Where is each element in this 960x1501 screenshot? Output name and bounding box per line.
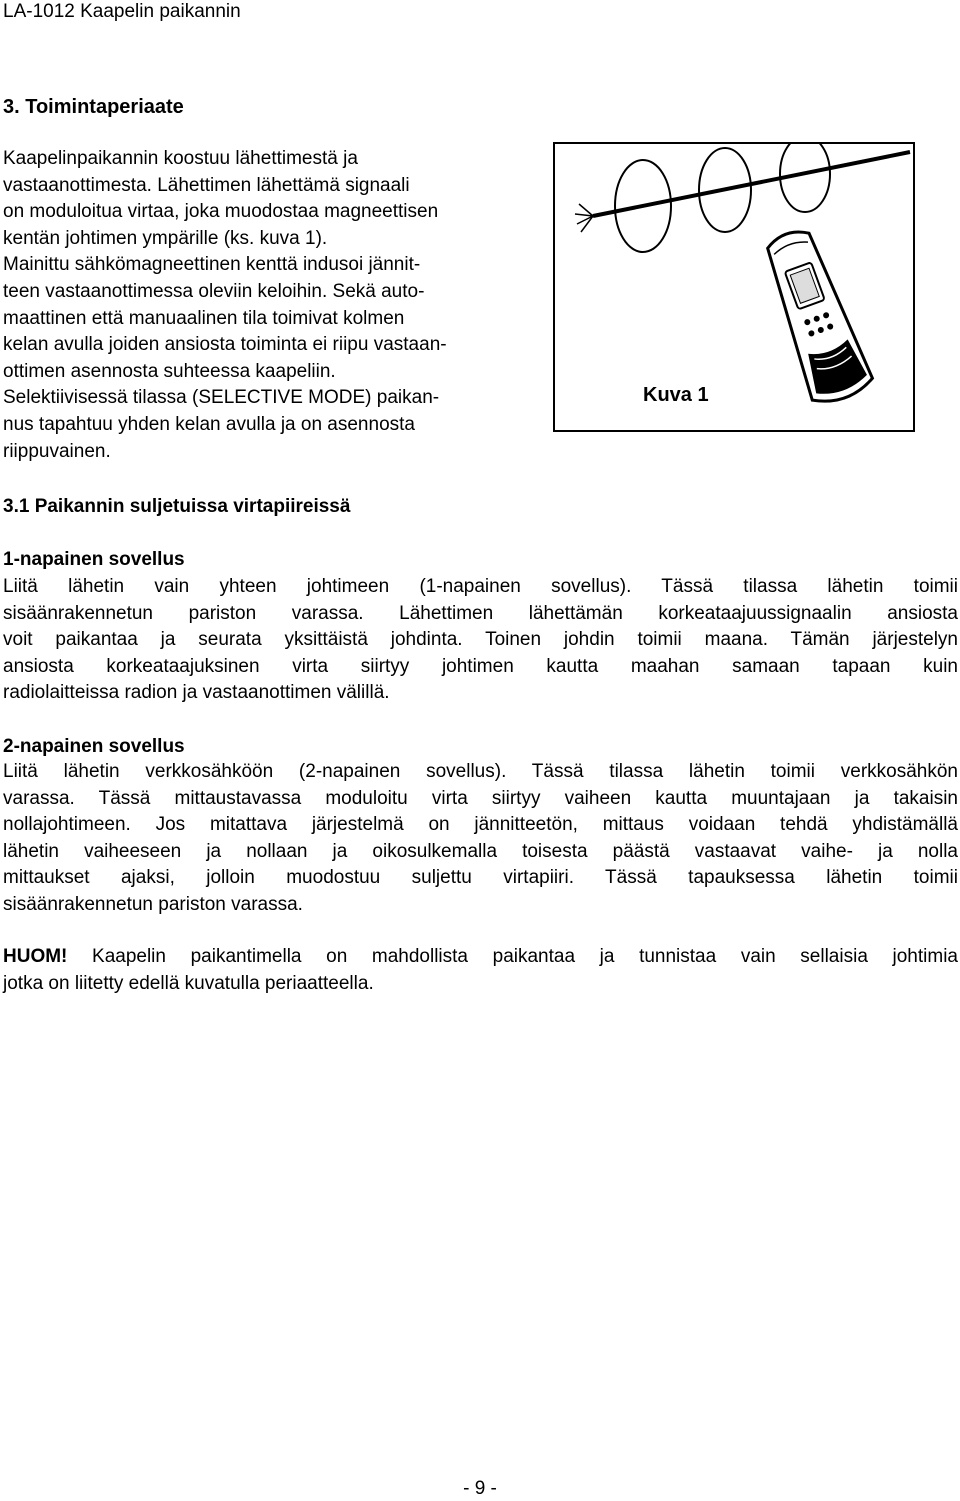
paragraph-line: ansiosta korkeataajuksinen virta siirtyy johtimen kautta maahan samaan tapaan kuin [3, 655, 958, 677]
intro-line: Mainittu sähkömagneettinen kenttä indusoi jännit- [3, 254, 421, 276]
note-text: Kaapelin paikantimella on mahdollista paikantaa ja tunnistaa vain sellaisia johtimia [67, 946, 958, 967]
double-pole-paragraph [3, 759, 958, 918]
intro-paragraph [3, 146, 538, 465]
cable-locator-illustration [555, 144, 913, 430]
note-line [3, 944, 958, 971]
wire-ends [575, 204, 593, 232]
intro-line: kentän johtimen ympärille (ks. kuva 1). [3, 227, 328, 249]
intro-line: on moduloitua virtaa, joka muodostaa magneettisen [3, 201, 439, 223]
figure-caption: Kuva 1 [643, 384, 709, 406]
page-number: - 9 - [463, 1478, 497, 1499]
figure-1 [553, 142, 915, 432]
subsection-title: 3.1 Paikannin suljetuissa virtapiireissä [3, 496, 351, 517]
running-header: LA-1012 Kaapelin paikannin [3, 1, 241, 22]
intro-line: vastaanottimesta. Lähettimen lähettämä signaali [3, 174, 410, 196]
paragraph-line: nollajohtimeen. Jos mitattava järjestelmä on jännitteetön, mittaus voidaan tehdä yhdistämällä [3, 814, 958, 835]
paragraph-line: Liitä lähetin verkkosähköön (2-napainen sovellus). Tässä tilassa lähetin toimii verkkosähkön [3, 761, 958, 782]
paragraph-line: radiolaitteissa radion ja vastaanottimen välillä. [3, 682, 390, 703]
intro-line: riippuvainen. [3, 440, 111, 462]
single-pole-paragraph [3, 574, 958, 707]
intro-line: Selektiivisessä tilassa (SELECTIVE MODE) paikan- [3, 387, 440, 409]
intro-line: teen vastaanottimessa oleviin keloihin. Sekä auto- [3, 280, 425, 302]
note-paragraph [3, 944, 958, 997]
paragraph-line: sisäänrakennetun pariston varassa. [3, 893, 303, 915]
intro-line: kelan avulla joiden ansiosta toiminta ei riipu vastaan- [3, 334, 447, 356]
paragraph-line: varassa. Tässä mittaustavassa moduloitu virta siirtyy vaiheen kautta muuntajaan ja takaisin [3, 787, 958, 809]
intro-line: nus tapahtuu yhden kelan avulla ja on asennosta [3, 413, 415, 435]
receiver-device [756, 223, 876, 408]
section-title: 3. Toimintaperiaate [3, 96, 184, 118]
note-line: jotka on liitetty edellä kuvatulla periaatteella. [3, 972, 374, 994]
intro-line: maattinen että manuaalinen tila toimivat kolmen [3, 307, 405, 329]
double-pole-heading: 2-napainen sovellus [3, 736, 185, 757]
single-pole-heading: 1-napainen sovellus [3, 549, 185, 570]
paragraph-line: mittaukset ajaksi, jolloin muodostuu suljettu virtapiiri. Tässä tapauksessa lähetin toimii [3, 867, 958, 888]
paragraph-line: lähetin vaiheeseen ja nollaan ja oikosulkemalla toisesta päästä vastaavat vaihe- ja nolla [3, 840, 958, 862]
note-label: HUOM! [3, 946, 68, 967]
intro-line: Kaapelinpaikannin koostuu lähettimestä ja [3, 148, 358, 169]
intro-line: ottimen asennosta suhteessa kaapeliin. [3, 360, 336, 382]
paragraph-line: Liitä lähetin vain yhteen johtimeen (1-napainen sovellus). Tässä tilassa lähetin toimii [3, 576, 958, 597]
paragraph-line: sisäänrakennetun pariston varassa. Lähettimen lähettämän korkeataajuussignaalin ansiosta [3, 602, 958, 624]
paragraph-line: voit paikantaa ja seurata yksittäistä johdinta. Toinen johdin toimii maana. Tämän järjestelyn [3, 629, 958, 650]
